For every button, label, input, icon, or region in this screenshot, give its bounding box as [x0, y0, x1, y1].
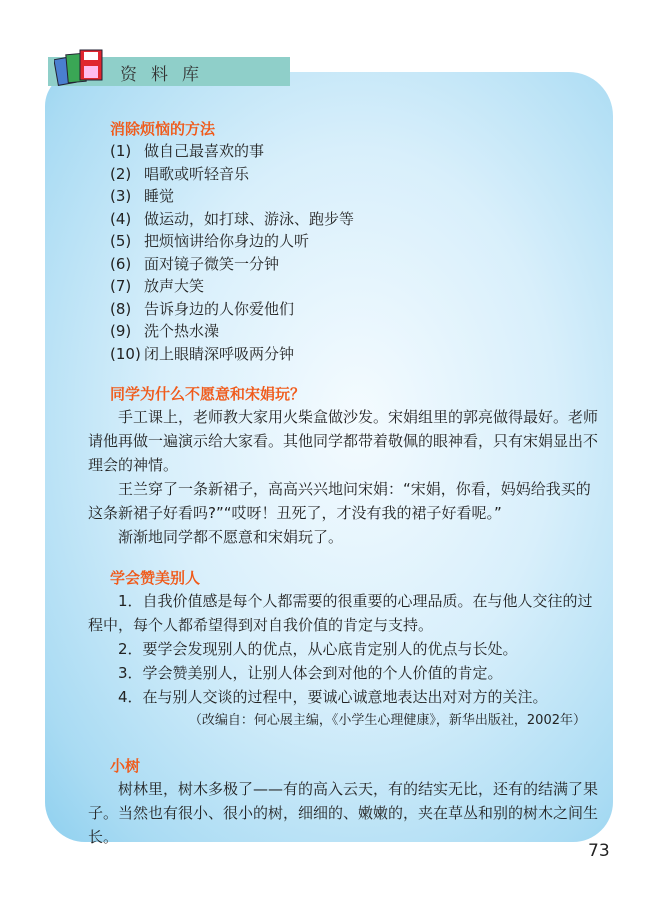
paragraph: 1．自我价值感是每个人都需要的很重要的心理品质。在与他人交往的过程中，每个人都希望得到对自我价值的肯定与支持。 — [88, 592, 593, 634]
floppy-disks-icon — [54, 48, 110, 88]
paragraph: 树林里，树木多极了——有的高入云天，有的结实无比，还有的结满了果子。当然也有很小、很小的树，细细的、嫩嫩的，夹在草丛和别的树木之间生长。 — [88, 780, 599, 846]
page-number: 73 — [588, 841, 610, 861]
item-text: 放声大笑 — [144, 277, 205, 295]
item-text: 闭上眼睛深呼吸两分钟 — [144, 344, 295, 363]
section-story — [88, 383, 598, 549]
paragraph: 4．在与别人交谈的过程中，要诚心诚意地表达出对对方的关注。 — [118, 688, 548, 706]
paragraph: 2．要学会发现别人的优点，从心底肯定别人的优点与长处。 — [118, 640, 518, 658]
paragraph: 王兰穿了一条新裙子，高高兴兴地问宋娟：“宋娟，你看，妈妈给我买的这条新裙子好看吗?”“哎呀！丑死了，才没有我的裙子好看呢。” — [88, 480, 591, 522]
item-number: (8) — [110, 299, 132, 318]
section-heading: 同学为什么不愿意和宋娟玩？ — [110, 385, 306, 403]
list-item — [110, 230, 598, 253]
method-list — [88, 140, 598, 365]
list-item — [110, 275, 598, 298]
item-text: 洗个热水澡 — [144, 322, 220, 340]
source-citation: （改编自：何心展主编，《小学生心理健康》，新华出版社，2002年） — [188, 713, 586, 728]
paragraph: 渐渐地同学都不愿意和宋娟玩了。 — [118, 528, 344, 546]
item-text: 做运动，如打球、游泳、跑步等 — [144, 209, 355, 228]
item-number: (5) — [110, 232, 132, 250]
item-number: (4) — [110, 209, 132, 228]
list-item — [110, 140, 598, 163]
list-item — [110, 343, 598, 366]
item-number: (2) — [110, 164, 132, 183]
section-little-tree — [88, 755, 598, 849]
section-stress-relief — [88, 118, 598, 365]
item-number: (9) — [110, 322, 132, 340]
section-heading: 学会赞美别人 — [110, 569, 201, 587]
list-item — [110, 253, 598, 276]
section-heading: 消除烦恼的方法 — [110, 120, 216, 138]
list-item — [110, 185, 598, 208]
section-title: 资料库 — [120, 65, 213, 85]
item-number: (1) — [110, 142, 132, 160]
item-number: (6) — [110, 254, 132, 273]
item-text: 做自己最喜欢的事 — [144, 142, 265, 160]
page-content — [88, 118, 598, 849]
item-text: 面对镜子微笑一分钟 — [144, 254, 280, 273]
item-number: (7) — [110, 277, 132, 295]
item-text: 告诉身边的人你爱他们 — [144, 299, 295, 318]
list-item — [110, 298, 598, 321]
section-heading: 小树 — [110, 757, 141, 775]
list-item — [110, 208, 598, 231]
list-item — [110, 163, 598, 186]
item-number: (10) — [110, 344, 141, 363]
list-item — [110, 320, 598, 343]
item-text: 睡觉 — [144, 187, 175, 205]
item-number: (3) — [110, 187, 132, 205]
paragraph: 3．学会赞美别人，让别人体会到对他的个人价值的肯定。 — [118, 664, 503, 682]
item-text: 唱歌或听轻音乐 — [144, 164, 250, 183]
paragraph: 手工课上，老师教大家用火柴盒做沙发。宋娟组里的郭亮做得最好。老师请他再做一遍演示给大家看。其他同学都带着敬佩的眼神看，只有宋娟显出不理会的神情。 — [88, 408, 599, 474]
section-praise — [88, 567, 598, 733]
item-text: 把烦恼讲给你身边的人听 — [144, 232, 310, 250]
